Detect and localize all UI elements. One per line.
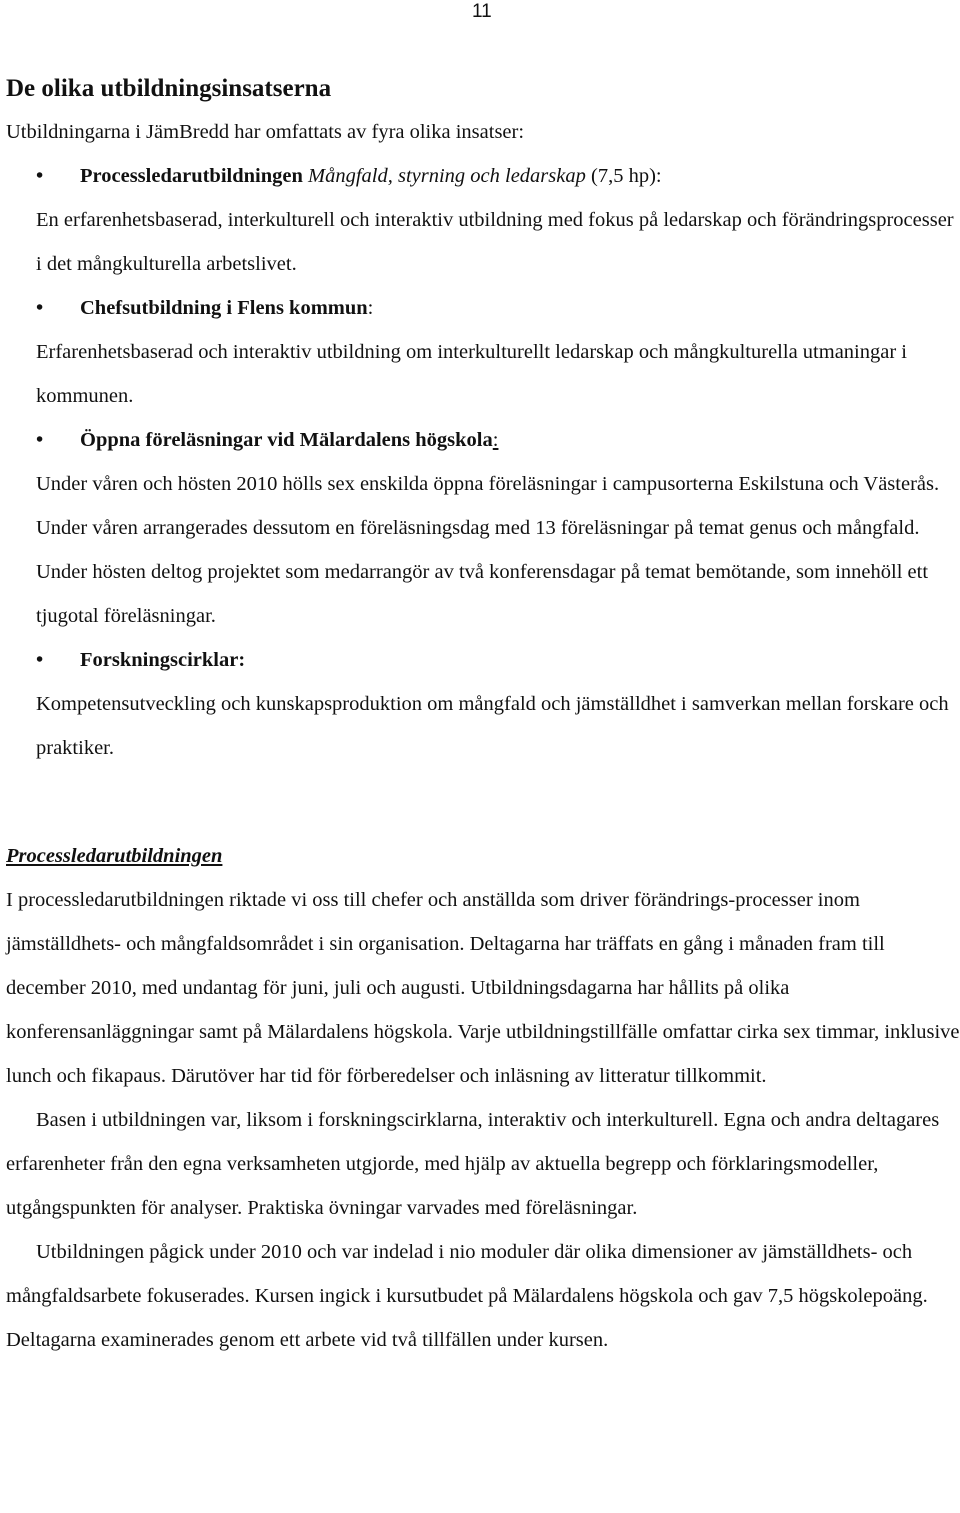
list-item bbox=[6, 418, 960, 638]
bullet-icon: • bbox=[36, 297, 44, 319]
item-title-tail: (7,5 hp): bbox=[585, 165, 662, 187]
item-title: Processledarutbildningen bbox=[80, 165, 303, 187]
item-title-tail: : bbox=[492, 429, 499, 451]
section-paragraph: Utbildningen pågick under 2010 och var indelad i nio moduler där olika dimensioner av jämställdhets- och mångfaldsarbete fokuserades. Kursen ingick i kursutbudet på Mälardalens högskola och gav 7,5 högskolepoäng. Deltagarna examinerades genom ett arbete vid två tillfällen under kursen. bbox=[6, 1241, 928, 1351]
list-item bbox=[6, 154, 960, 286]
bullet-icon: • bbox=[36, 165, 44, 187]
page-number: 11 bbox=[472, 1, 492, 22]
list-item bbox=[6, 286, 960, 418]
item-body: Under våren och hösten 2010 hölls sex enskilda öppna föreläsningar i campusorterna Eskilstuna och Västerås. Under våren arrangerades dessutom en föreläsningsdag med 13 föreläsningar på temat genus och mångfald. Under hösten deltog projektet som medarrangör av två konferensdagar på temat bemötande, som innehöll ett tjugotal föreläsningar. bbox=[36, 473, 940, 627]
item-title-italic: Mångfald, styrning och ledarskap bbox=[308, 165, 586, 187]
section-paragraph: Basen i utbildningen var, liksom i forskningscirklarna, interaktiv och interkulturell. Egna och andra deltagares erfarenheter från den egna verksamheten utgjorde, med hjälp av aktuella begrepp och förklaringsmodeller, utgångspunkten för analyser. Praktiska övningar varvades med föreläsningar. bbox=[6, 1109, 940, 1219]
item-title: Forskningscirklar: bbox=[80, 649, 246, 671]
bullet-icon: • bbox=[36, 649, 44, 671]
list-item bbox=[6, 638, 960, 770]
intro-paragraph: Utbildningarna i JämBredd har omfattats av fyra olika insatser: bbox=[6, 121, 525, 143]
bullet-icon: • bbox=[36, 429, 44, 451]
item-title-tail: : bbox=[367, 297, 374, 319]
item-title: Öppna föreläsningar vid Mälardalens högskola bbox=[80, 429, 493, 451]
page-heading: De olika utbildningsinsatserna bbox=[6, 75, 332, 102]
item-title: Chefsutbildning i Flens kommun bbox=[80, 297, 368, 319]
item-body: Kompetensutveckling och kunskapsproduktion om mångfald och jämställdhet i samverkan mellan forskare och praktiker. bbox=[36, 693, 949, 759]
document-body bbox=[6, 72, 960, 1362]
item-body: Erfarenhetsbaserad och interaktiv utbildning om interkulturellt ledarskap och mångkulturella utmaningar i kommunen. bbox=[36, 341, 907, 407]
section-title: Processledarutbildningen bbox=[6, 845, 223, 867]
item-body: En erfarenhetsbaserad, interkulturell och interaktiv utbildning med fokus på ledarskap och förändringsprocesser i det mångkulturella arbetslivet. bbox=[36, 209, 954, 275]
insatser-list bbox=[6, 154, 960, 770]
section-paragraph: I processledarutbildningen riktade vi oss till chefer och anställda som driver förändrings-processer inom jämställdhets- och mångfaldsområdet i sin organisation. Deltagarna har träffats en gång i månaden fram till december 2010, med undantag för juni, juli och augusti. Utbildningsdagarna har hållits på olika konferensanläggningar samt på Mälardalens högskola. Varje utbildningstillfälle omfattar cirka sex timmar, inklusive lunch och fikapaus. Därutöver har tid för förberedelser och inläsning av litteratur tillkommit. bbox=[6, 889, 960, 1087]
